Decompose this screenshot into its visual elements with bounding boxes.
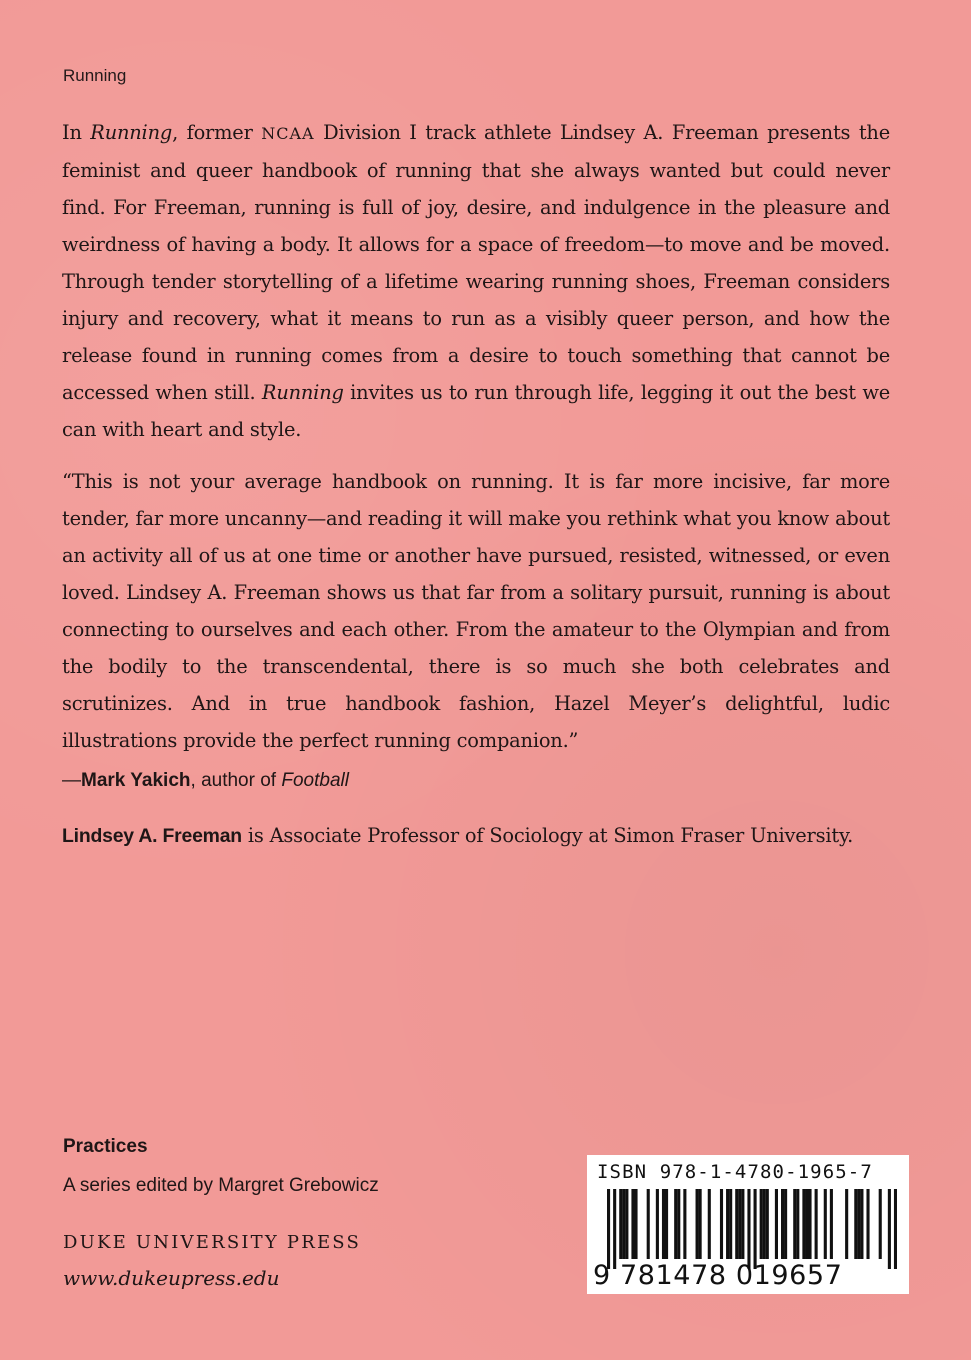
barcode-bar	[720, 1189, 723, 1259]
barcode-bar	[815, 1189, 818, 1259]
attribution-rest: , author of	[190, 770, 282, 791]
barcode-bar	[766, 1189, 769, 1259]
barcode-bar	[625, 1189, 628, 1259]
barcode-bar	[781, 1189, 784, 1259]
barcode-bars	[607, 1189, 897, 1269]
series-editor: A series edited by Margret Grebowicz	[63, 1175, 379, 1196]
barcode-bar	[647, 1189, 650, 1259]
barcode-bar	[738, 1189, 741, 1259]
barcode-bar	[754, 1189, 757, 1269]
attribution-name: Mark Yakich	[81, 770, 191, 791]
isbn-label: ISBN 978-1-4780-1965-7	[597, 1161, 873, 1183]
barcode-bar	[726, 1189, 729, 1259]
ean-digits: 9 781478 019657	[593, 1260, 843, 1291]
blurb-title-italic-2: Running	[261, 381, 344, 404]
blurb-text-4: invites us to run through life, legging it out the best we can with heart and style.	[62, 381, 890, 441]
barcode-bar	[619, 1189, 622, 1259]
barcode-bar	[677, 1189, 680, 1259]
barcode-bar	[879, 1189, 882, 1259]
barcode-bar	[760, 1189, 763, 1259]
barcode-bar	[613, 1189, 616, 1269]
barcode-bar	[866, 1189, 869, 1259]
barcode-bar	[894, 1189, 897, 1269]
barcode-bar	[741, 1189, 744, 1259]
quote-attribution	[62, 762, 349, 799]
blurb-text-3: Division I track athlete Lindsey A. Freeman presents the feminist and queer handbook of running that she always wanted but could never find. For Freeman, running is full of joy, desire, and indulgence in the pleasure and weirdness of having a body. It allows for a space of freedom—to move and be moved. Through tender storytelling of a lifetime wearing running shoes, Freeman considers injury and recovery, what it means to run as a visibly queer person, and how the release found in running comes from a desire to touch something that cannot be accessed when still.	[62, 121, 890, 404]
barcode-bar	[796, 1189, 799, 1259]
barcode-bar	[683, 1189, 686, 1259]
barcode-bar	[696, 1189, 699, 1259]
bio-author-name: Lindsey A. Freeman	[62, 825, 242, 847]
barcode-bar	[708, 1189, 711, 1259]
blurb-text-2: , former	[172, 121, 262, 144]
publisher-name: DUKE UNIVERSITY PRESS	[63, 1232, 362, 1253]
barcode-bar	[775, 1189, 778, 1259]
barcode-bar	[747, 1189, 750, 1269]
barcode-bar	[830, 1189, 833, 1259]
barcode-bar	[607, 1189, 610, 1269]
barcode-bar	[784, 1189, 787, 1259]
book-description	[62, 114, 890, 448]
barcode-bar	[860, 1189, 863, 1259]
blurb-text-1: In	[62, 121, 91, 144]
attribution-dash: —	[62, 770, 81, 791]
barcode-bar	[802, 1189, 805, 1259]
series-running-label: Running	[63, 66, 127, 85]
barcode-bar	[857, 1189, 860, 1259]
barcode-bar	[622, 1189, 625, 1259]
barcode-bar	[631, 1189, 634, 1259]
barcode-bar	[845, 1189, 848, 1259]
barcode-bar	[656, 1189, 659, 1259]
barcode-bar	[729, 1189, 732, 1259]
blurb-ncaa: NCAA	[261, 124, 315, 143]
endorsement-quote	[62, 463, 890, 759]
attribution-book: Football	[281, 770, 349, 791]
barcode-bar	[888, 1189, 891, 1269]
bio-text: is Associate Professor of Sociology at Simon Fraser University.	[241, 824, 854, 847]
barcode-bar	[854, 1189, 857, 1259]
barcode-bar	[674, 1189, 677, 1259]
barcode-bar	[665, 1189, 668, 1259]
barcode-bar	[634, 1189, 637, 1259]
barcode-bar	[699, 1189, 702, 1259]
barcode-bar	[824, 1189, 827, 1259]
author-bio	[62, 817, 890, 855]
quote-text: “This is not your average handbook on running. It is far more incisive, far more tender, far more uncanny—and reading it will make you rethink what you know about an activity all of us at one time or another have pursued, resisted, witnessed, or even loved. Lindsey A. Freeman shows us that far from a solitary pursuit, running is about connecting to ourselves and each other. From the amateur to the Olympian and from the bodily to the transcendental, there is so much she both celebrates and scrutinizes. And in true handbook fashion, Hazel Meyer’s delightful, ludic illustrations provide the perfect running companion.”	[62, 470, 890, 752]
barcode-bar	[793, 1189, 796, 1259]
barcode-bar	[763, 1189, 766, 1259]
isbn-barcode	[587, 1155, 909, 1294]
series-title: Practices	[63, 1136, 148, 1157]
barcode-bar	[808, 1189, 811, 1259]
barcode-bar	[805, 1189, 808, 1259]
publisher-website: www.dukeupress.edu	[63, 1266, 280, 1290]
blurb-title-italic: Running	[90, 121, 173, 144]
barcode-bar	[662, 1189, 665, 1259]
barcode-bar	[735, 1189, 738, 1259]
